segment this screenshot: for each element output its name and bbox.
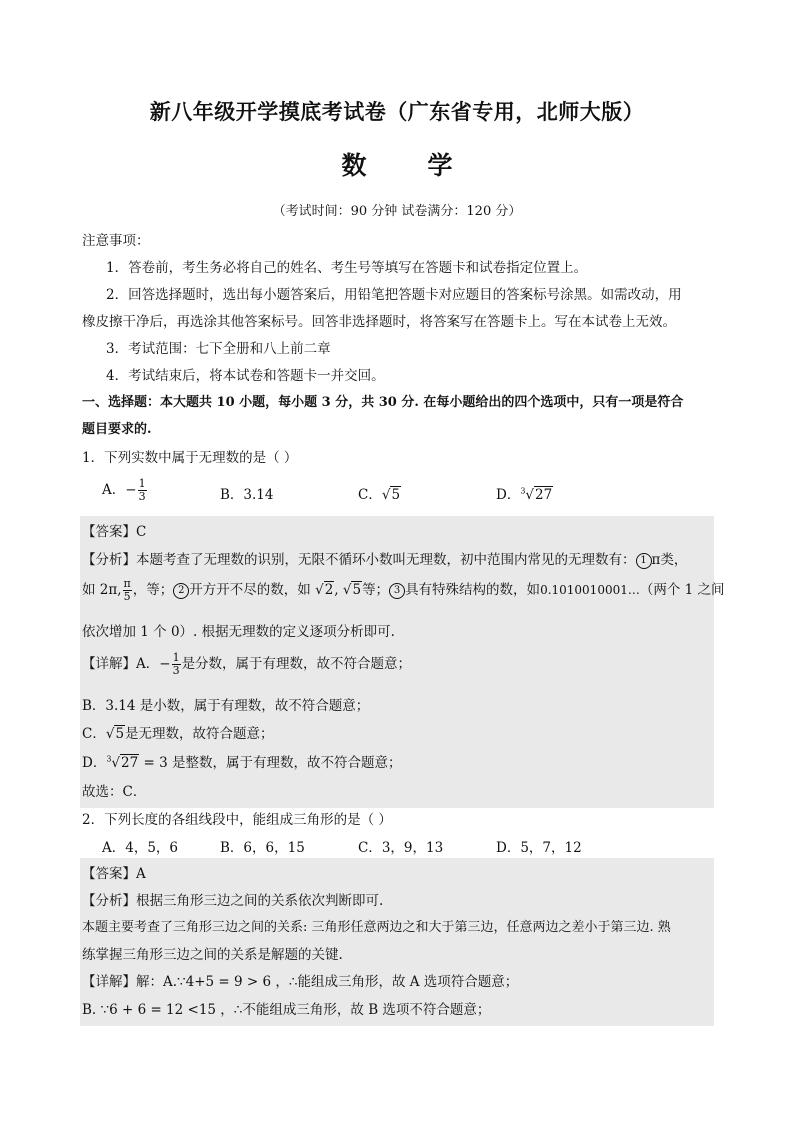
q1-detail-c: C．√5是无理数，故符合题意； — [82, 726, 274, 742]
subject-heading — [0, 146, 794, 182]
q1-analysis-line-1: 【分析】本题考查了无理数的识别，无限不循环小数叫无理数，初中范围内常见的无理数有： 1 π类， — [82, 552, 688, 568]
q1-option-c: C．√5 — [358, 487, 401, 503]
q2-analysis-line-1: 【分析】根据三角形三边之间的关系依次判断即可. — [82, 893, 384, 909]
q2-stem: 2．下列长度的各组线段中，能组成三角形的是（ ） — [82, 812, 392, 828]
q1-option-a: A．− $\frac{1}{3}$ — [102, 477, 146, 503]
q1-answer: 【答案】C — [82, 524, 147, 540]
notice-item-3: 3．考试范围：七下全册和八上前二章 — [106, 341, 331, 357]
circled-number: 1 — [636, 553, 652, 569]
q1-choice: 故选：C． — [82, 784, 147, 800]
q2-option-a: A．4，5，6 — [102, 840, 179, 856]
exam-info: （考试时间：90 分钟 试卷满分：120 分） — [272, 204, 522, 219]
q2-option-b: B．6，6，15 — [220, 840, 305, 856]
page-title: 新八年级开学摸底考试卷（广东省专用，北师大版） — [149, 99, 645, 124]
notice-item-2a: 2．回答选择题时，选出每小题答案后，用铅笔把答题卡对应题目的答案标号涂黑。如需改动，用 — [106, 287, 682, 303]
q2-analysis-line-3: 练掌握三角形三边之间的关系是解题的关键. — [82, 947, 343, 963]
notice-item-2b: 橡皮擦干净后，再选涂其他答案标号。回答非选择题时，将答案写在答题卡上。写在本试卷上无效。 — [82, 314, 676, 330]
section-1-heading-cont: 题目要求的. — [82, 422, 152, 437]
q2-detail-a: 【详解】解：A.∵4+5 = 9 > 6 ，∴能组成三角形，故 A 选项符合题意； — [82, 974, 519, 990]
fraction: $\frac{\pi}{5}$ — [123, 577, 131, 603]
q2-answer: 【答案】A — [82, 866, 146, 882]
q1-option-d: D．$^3$√27 — [496, 486, 553, 503]
notice-item-4: 4．考试结束后，将本试卷和答题卡一并交回。 — [106, 368, 385, 384]
fraction: $\frac{1}{3}$ — [138, 477, 146, 503]
subject-char-2: 学 — [427, 151, 453, 180]
q1-option-b: B．3.14 — [220, 487, 274, 503]
sqrt-sign: √5 — [381, 487, 401, 503]
cube-root-sign: √27 — [525, 487, 553, 503]
subject-char-1: 数 — [341, 151, 367, 180]
q2-option-d: D．5，7，12 — [496, 840, 582, 856]
circled-number: 3 — [389, 583, 405, 599]
q2-detail-b: B. ∵6 + 6 = 12 <15 ，∴不能组成三角形，故 B 选项不符合题意； — [82, 1002, 491, 1018]
q1-detail-d: D．$^3$√27 = 3 是整数，属于有理数，故不符合题意； — [82, 754, 402, 771]
notice-item-1: 1．答卷前，考生务必将自己的姓名、考生号等填写在答题卡和试卷指定位置上。 — [106, 260, 588, 276]
q2-analysis-line-2: 本题主要考查了三角形三边之间的关系: 三角形任意两边之和大于第三边，任意两边之差小于第三边. 熟 — [82, 920, 671, 935]
q2-option-c: C．3，9，13 — [358, 840, 444, 856]
section-1-heading: 一、选择题：本大题共 10 小题，每小题 3 分，共 30 分. 在每小题给出的四个选项中，只有一项是符合 — [82, 395, 684, 410]
q1-detail-b: B．3.14 是小数，属于有理数，故不符合题意； — [82, 698, 370, 714]
q1-detail-a: 【详解】A．− $\frac{1}{3}$ 是分数，属于有理数，故不符合题意； — [82, 651, 412, 677]
notice-heading: 注意事项： — [82, 233, 150, 249]
q1-analysis-line-2: 如 2π, $\frac{\pi}{5}$ ，等； 2 开方开不尽的数，如 √2, √5等； 3 具有特殊结构的数，如0.1010010001…（两个 1 之间 — [82, 577, 725, 603]
circled-number: 2 — [173, 583, 189, 599]
q1-stem: 1．下列实数中属于无理数的是（ ） — [82, 450, 298, 466]
q1-analysis-line-3: 依次增加 1 个 0）. 根据无理数的定义逐项分析即可. — [82, 624, 395, 640]
fraction: $\frac{1}{3}$ — [172, 651, 180, 677]
